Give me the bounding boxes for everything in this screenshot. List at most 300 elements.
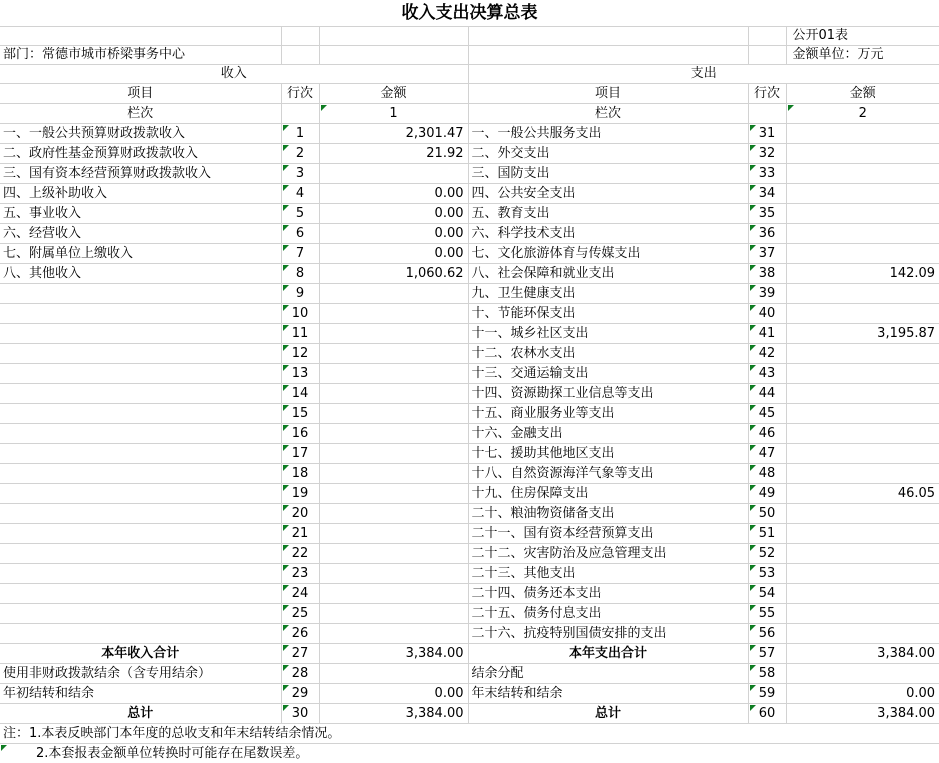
income-item-cell: 三、国有资本经营预算财政拨款收入: [0, 164, 281, 184]
income-item-cell: [0, 384, 281, 404]
income-rowno-header: 行次: [281, 84, 319, 104]
expense-rowno: 54: [758, 586, 776, 601]
error-indicator-icon: [283, 305, 289, 311]
expense-rowno: 52: [758, 546, 776, 561]
empty-cell: [319, 46, 468, 65]
expense-rowno: 42: [758, 346, 776, 361]
error-indicator-icon: [750, 185, 756, 191]
income-rowno: 18: [291, 466, 309, 481]
error-indicator-icon: [750, 305, 756, 311]
table-row: [0, 524, 939, 544]
income-rowno: 24: [291, 586, 309, 601]
expense-amount-cell: [786, 604, 939, 624]
income-amount-cell: [319, 484, 468, 504]
income-rowno: 19: [291, 486, 309, 501]
error-indicator-icon: [283, 265, 289, 271]
income-rowno-cell: [281, 704, 319, 724]
income-amount-header: 金额: [319, 84, 468, 104]
income-amount-cell: [319, 424, 468, 444]
empty-cell: [281, 27, 319, 46]
expense-item-cell: 十三、交通运输支出: [468, 364, 748, 384]
income-item-cell: [0, 364, 281, 384]
error-indicator-icon: [283, 345, 289, 351]
expense-rowno-cell: [748, 604, 786, 624]
error-indicator-icon: [283, 585, 289, 591]
error-indicator-icon: [750, 505, 756, 511]
expense-rowno: 50: [758, 506, 776, 521]
expense-item-cell: 六、科学技术支出: [468, 224, 748, 244]
income-amount-cell: [319, 364, 468, 384]
expense-rowno: 37: [758, 246, 776, 261]
expense-rowno: 57: [758, 646, 776, 661]
note-row: [0, 744, 939, 763]
empty-cell: [748, 46, 786, 65]
expense-item-header: 项目: [468, 84, 748, 104]
table-row: [0, 484, 939, 504]
expense-rowno-cell: [748, 464, 786, 484]
income-rowno-cell: [281, 644, 319, 664]
income-item-cell: 使用非财政拨款结余（含专用结余）: [0, 664, 281, 684]
income-rowno: 10: [291, 306, 309, 321]
income-rowno-cell: [281, 204, 319, 224]
error-indicator-icon: [283, 405, 289, 411]
expense-amount-cell: [786, 464, 939, 484]
page-title: 收入支出决算总表: [0, 0, 939, 27]
table-row: [0, 324, 939, 344]
title-row: [0, 0, 939, 27]
error-indicator-icon: [750, 285, 756, 291]
table-row: [0, 604, 939, 624]
expense-amount-cell: [786, 164, 939, 184]
table-row: [0, 384, 939, 404]
error-indicator-icon: [283, 625, 289, 631]
empty-cell: [468, 46, 748, 65]
error-indicator-icon: [750, 225, 756, 231]
income-item-cell: 六、经营收入: [0, 224, 281, 244]
expense-rowno: 45: [758, 406, 776, 421]
income-amount-cell: 0.00: [319, 184, 468, 204]
error-indicator-icon: [750, 605, 756, 611]
table-row: [0, 504, 939, 524]
expense-amount-cell: [786, 224, 939, 244]
empty-cell: [319, 27, 468, 46]
income-amount-cell: [319, 324, 468, 344]
meta-row-form-code: [0, 27, 939, 46]
table-row: [0, 204, 939, 224]
expense-rowno: 34: [758, 186, 776, 201]
expense-rowno-cell: [748, 264, 786, 284]
expense-column-index-cell: [786, 104, 939, 124]
income-section-header: 收入: [0, 65, 468, 84]
income-rowno: 28: [291, 666, 309, 681]
expense-rowno: 48: [758, 466, 776, 481]
error-indicator-icon: [283, 145, 289, 151]
expense-column-index: 2: [858, 106, 867, 121]
income-amount-cell: [319, 164, 468, 184]
expense-rowno-cell: [748, 304, 786, 324]
income-rowno: 21: [291, 526, 309, 541]
income-rowno-cell: [281, 364, 319, 384]
error-indicator-icon: [283, 605, 289, 611]
expense-item-cell: 十九、住房保障支出: [468, 484, 748, 504]
expense-lanci-label: 栏次: [468, 104, 748, 124]
income-rowno-cell: [281, 144, 319, 164]
income-rowno-cell: [281, 224, 319, 244]
income-rowno-cell: [281, 684, 319, 704]
error-indicator-icon: [750, 685, 756, 691]
income-rowno: 11: [291, 326, 309, 341]
expense-item-cell: 十一、城乡社区支出: [468, 324, 748, 344]
income-item-header: 项目: [0, 84, 281, 104]
income-rowno: 16: [291, 426, 309, 441]
table-row: [0, 684, 939, 704]
expense-item-cell: 二十二、灾害防治及应急管理支出: [468, 544, 748, 564]
income-column-index: 1: [389, 106, 398, 121]
income-rowno: 4: [295, 186, 305, 201]
error-indicator-icon: [283, 325, 289, 331]
income-rowno: 6: [295, 226, 305, 241]
income-rowno-cell: [281, 424, 319, 444]
income-rowno-cell: [281, 264, 319, 284]
income-rowno: 2: [295, 146, 305, 161]
column-index-row: [0, 104, 939, 124]
note-line-2-cell: [0, 744, 939, 763]
table-row: [0, 304, 939, 324]
error-indicator-icon: [283, 205, 289, 211]
income-rowno-cell: [281, 664, 319, 684]
table-row: [0, 624, 939, 644]
expense-item-cell: 十六、金融支出: [468, 424, 748, 444]
error-indicator-icon: [283, 705, 289, 711]
expense-rowno: 47: [758, 446, 776, 461]
error-indicator-icon: [283, 485, 289, 491]
expense-rowno-cell: [748, 124, 786, 144]
error-indicator-icon: [750, 345, 756, 351]
income-item-cell: [0, 484, 281, 504]
expense-item-cell: 十二、农林水支出: [468, 344, 748, 364]
error-indicator-icon: [283, 445, 289, 451]
error-indicator-icon: [750, 665, 756, 671]
income-amount-cell: 0.00: [319, 244, 468, 264]
income-rowno-cell: [281, 384, 319, 404]
income-rowno: 27: [291, 646, 309, 661]
expense-rowno-cell: [748, 444, 786, 464]
meta-row-department: [0, 46, 939, 65]
error-indicator-icon: [750, 445, 756, 451]
income-rowno-cell: [281, 324, 319, 344]
table-row: [0, 584, 939, 604]
expense-item-cell: 结余分配: [468, 664, 748, 684]
income-rowno-cell: [281, 584, 319, 604]
expense-rowno: 53: [758, 566, 776, 581]
income-amount-cell: [319, 404, 468, 424]
income-item-cell: [0, 464, 281, 484]
income-rowno: 3: [295, 166, 305, 181]
income-amount-cell: 3,384.00: [319, 704, 468, 724]
income-item-cell: [0, 344, 281, 364]
expense-amount-cell: [786, 124, 939, 144]
income-rowno: 14: [291, 386, 309, 401]
income-amount-cell: [319, 344, 468, 364]
expense-amount-cell: [786, 244, 939, 264]
table-row: [0, 404, 939, 424]
expense-item-cell: 三、国防支出: [468, 164, 748, 184]
expense-rowno-header: 行次: [748, 84, 786, 104]
income-column-index-cell: [319, 104, 468, 124]
error-indicator-icon: [283, 385, 289, 391]
expense-amount-cell: 3,384.00: [786, 644, 939, 664]
income-rowno-cell: [281, 624, 319, 644]
expense-rowno: 33: [758, 166, 776, 181]
expense-section-header: 支出: [468, 65, 939, 84]
expense-rowno-cell: [748, 704, 786, 724]
income-item-cell: 总计: [0, 704, 281, 724]
empty-cell: [748, 27, 786, 46]
error-indicator-icon: [750, 425, 756, 431]
expense-item-cell: 二十四、债务还本支出: [468, 584, 748, 604]
expense-rowno-cell: [748, 184, 786, 204]
error-indicator-icon: [750, 265, 756, 271]
expense-rowno-cell: [748, 644, 786, 664]
error-indicator-icon: [750, 485, 756, 491]
department-label: 部门：常德市城市桥梁事务中心: [0, 46, 281, 65]
income-rowno: 15: [291, 406, 309, 421]
expense-amount-cell: 3,384.00: [786, 704, 939, 724]
empty-cell: [281, 104, 319, 124]
table-row: [0, 144, 939, 164]
error-indicator-icon: [750, 145, 756, 151]
expense-rowno: 56: [758, 626, 776, 641]
expense-amount-cell: [786, 204, 939, 224]
income-rowno-cell: [281, 504, 319, 524]
income-item-cell: 年初结转和结余: [0, 684, 281, 704]
income-rowno: 13: [291, 366, 309, 381]
error-indicator-icon: [283, 465, 289, 471]
expense-item-cell: 一、一般公共服务支出: [468, 124, 748, 144]
income-rowno-cell: [281, 184, 319, 204]
expense-rowno-cell: [748, 204, 786, 224]
table-row: [0, 564, 939, 584]
income-rowno-cell: [281, 464, 319, 484]
table-row: [0, 284, 939, 304]
income-amount-cell: [319, 584, 468, 604]
error-indicator-icon: [1, 745, 7, 751]
table-row: [0, 444, 939, 464]
income-rowno-cell: [281, 444, 319, 464]
expense-rowno-cell: [748, 284, 786, 304]
column-header-row: [0, 84, 939, 104]
empty-cell: [748, 104, 786, 124]
income-rowno: 12: [291, 346, 309, 361]
expense-amount-cell: [786, 184, 939, 204]
empty-cell: [0, 27, 281, 46]
expense-rowno-cell: [748, 544, 786, 564]
expense-rowno: 31: [758, 126, 776, 141]
expense-rowno: 40: [758, 306, 776, 321]
expense-rowno: 36: [758, 226, 776, 241]
error-indicator-icon: [750, 125, 756, 131]
income-amount-cell: 2,301.47: [319, 124, 468, 144]
expense-amount-cell: 46.05: [786, 484, 939, 504]
income-lanci-label: 栏次: [0, 104, 281, 124]
error-indicator-icon: [750, 165, 756, 171]
income-rowno-cell: [281, 284, 319, 304]
income-rowno: 9: [295, 286, 305, 301]
income-rowno: 30: [291, 706, 309, 721]
error-indicator-icon: [788, 105, 794, 111]
income-item-cell: 一、一般公共预算财政拨款收入: [0, 124, 281, 144]
income-rowno-cell: [281, 164, 319, 184]
income-item-cell: 本年收入合计: [0, 644, 281, 664]
empty-cell: [281, 46, 319, 65]
error-indicator-icon: [283, 685, 289, 691]
expense-amount-cell: 3,195.87: [786, 324, 939, 344]
expense-item-cell: 总计: [468, 704, 748, 724]
expense-amount-header: 金额: [786, 84, 939, 104]
income-item-cell: [0, 624, 281, 644]
expense-rowno: 38: [758, 266, 776, 281]
expense-amount-cell: [786, 144, 939, 164]
expense-item-cell: 二、外交支出: [468, 144, 748, 164]
table-row: [0, 224, 939, 244]
expense-amount-cell: [786, 624, 939, 644]
expense-amount-cell: [786, 504, 939, 524]
income-amount-cell: 21.92: [319, 144, 468, 164]
error-indicator-icon: [750, 545, 756, 551]
error-indicator-icon: [283, 225, 289, 231]
error-indicator-icon: [750, 625, 756, 631]
expense-rowno-cell: [748, 524, 786, 544]
table-row: [0, 244, 939, 264]
expense-rowno-cell: [748, 584, 786, 604]
income-amount-cell: 0.00: [319, 204, 468, 224]
expense-item-cell: 九、卫生健康支出: [468, 284, 748, 304]
table-row: [0, 164, 939, 184]
income-amount-cell: [319, 564, 468, 584]
income-item-cell: 七、附属单位上缴收入: [0, 244, 281, 264]
error-indicator-icon: [283, 525, 289, 531]
error-indicator-icon: [750, 365, 756, 371]
expense-amount-cell: 142.09: [786, 264, 939, 284]
table-row: [0, 664, 939, 684]
income-amount-cell: [319, 304, 468, 324]
expense-rowno-cell: [748, 164, 786, 184]
error-indicator-icon: [283, 185, 289, 191]
income-rowno-cell: [281, 244, 319, 264]
income-rowno-cell: [281, 564, 319, 584]
error-indicator-icon: [283, 665, 289, 671]
error-indicator-icon: [750, 465, 756, 471]
expense-rowno: 41: [758, 326, 776, 341]
income-amount-cell: [319, 284, 468, 304]
error-indicator-icon: [750, 525, 756, 531]
expense-rowno: 35: [758, 206, 776, 221]
income-amount-cell: 0.00: [319, 684, 468, 704]
error-indicator-icon: [283, 365, 289, 371]
table-row: [0, 424, 939, 444]
expense-amount-cell: [786, 404, 939, 424]
income-item-cell: [0, 604, 281, 624]
income-item-cell: [0, 504, 281, 524]
expense-rowno-cell: [748, 504, 786, 524]
expense-amount-cell: [786, 564, 939, 584]
income-rowno-cell: [281, 404, 319, 424]
error-indicator-icon: [283, 245, 289, 251]
income-item-cell: [0, 444, 281, 464]
income-rowno: 5: [295, 206, 305, 221]
expense-rowno-cell: [748, 424, 786, 444]
income-item-cell: 四、上级补助收入: [0, 184, 281, 204]
form-code: 公开01表: [786, 27, 939, 46]
income-rowno: 25: [291, 606, 309, 621]
table-row: [0, 464, 939, 484]
income-rowno-cell: [281, 604, 319, 624]
income-item-cell: [0, 584, 281, 604]
error-indicator-icon: [750, 705, 756, 711]
table-row: [0, 264, 939, 284]
expense-item-cell: 二十一、国有资本经营预算支出: [468, 524, 748, 544]
expense-item-cell: 二十五、债务付息支出: [468, 604, 748, 624]
income-rowno-cell: [281, 344, 319, 364]
income-rowno: 20: [291, 506, 309, 521]
section-row: [0, 65, 939, 84]
expense-rowno: 32: [758, 146, 776, 161]
note-line-1: 注：1.本表反映部门本年度的总收支和年末结转结余情况。: [0, 724, 939, 744]
income-amount-cell: 1,060.62: [319, 264, 468, 284]
income-rowno: 22: [291, 546, 309, 561]
income-rowno-cell: [281, 484, 319, 504]
error-indicator-icon: [283, 125, 289, 131]
income-amount-cell: [319, 604, 468, 624]
expense-rowno: 51: [758, 526, 776, 541]
error-indicator-icon: [750, 565, 756, 571]
error-indicator-icon: [750, 205, 756, 211]
expense-amount-cell: [786, 664, 939, 684]
expense-item-cell: 七、文化旅游体育与传媒支出: [468, 244, 748, 264]
expense-amount-cell: [786, 284, 939, 304]
expense-item-cell: 十四、资源勘探工业信息等支出: [468, 384, 748, 404]
income-item-cell: [0, 544, 281, 564]
expense-item-cell: 二十六、抗疫特别国债安排的支出: [468, 624, 748, 644]
expense-rowno-cell: [748, 224, 786, 244]
income-rowno: 23: [291, 566, 309, 581]
expense-item-cell: 十五、商业服务业等支出: [468, 404, 748, 424]
income-rowno: 7: [295, 246, 305, 261]
expense-rowno: 60: [758, 706, 776, 721]
error-indicator-icon: [283, 565, 289, 571]
expense-item-cell: 十、节能环保支出: [468, 304, 748, 324]
income-rowno: 29: [291, 686, 309, 701]
income-amount-cell: [319, 464, 468, 484]
error-indicator-icon: [283, 645, 289, 651]
income-item-cell: [0, 564, 281, 584]
expense-item-cell: 年末结转和结余: [468, 684, 748, 704]
income-amount-cell: [319, 444, 468, 464]
expense-rowno-cell: [748, 144, 786, 164]
income-item-cell: [0, 284, 281, 304]
table-row: [0, 364, 939, 384]
expense-amount-cell: [786, 544, 939, 564]
expense-rowno: 43: [758, 366, 776, 381]
expense-item-cell: 八、社会保障和就业支出: [468, 264, 748, 284]
income-amount-cell: 0.00: [319, 224, 468, 244]
expense-amount-cell: [786, 364, 939, 384]
income-rowno: 26: [291, 626, 309, 641]
income-rowno-cell: [281, 304, 319, 324]
error-indicator-icon: [750, 405, 756, 411]
error-indicator-icon: [750, 325, 756, 331]
expense-item-cell: 十七、援助其他地区支出: [468, 444, 748, 464]
